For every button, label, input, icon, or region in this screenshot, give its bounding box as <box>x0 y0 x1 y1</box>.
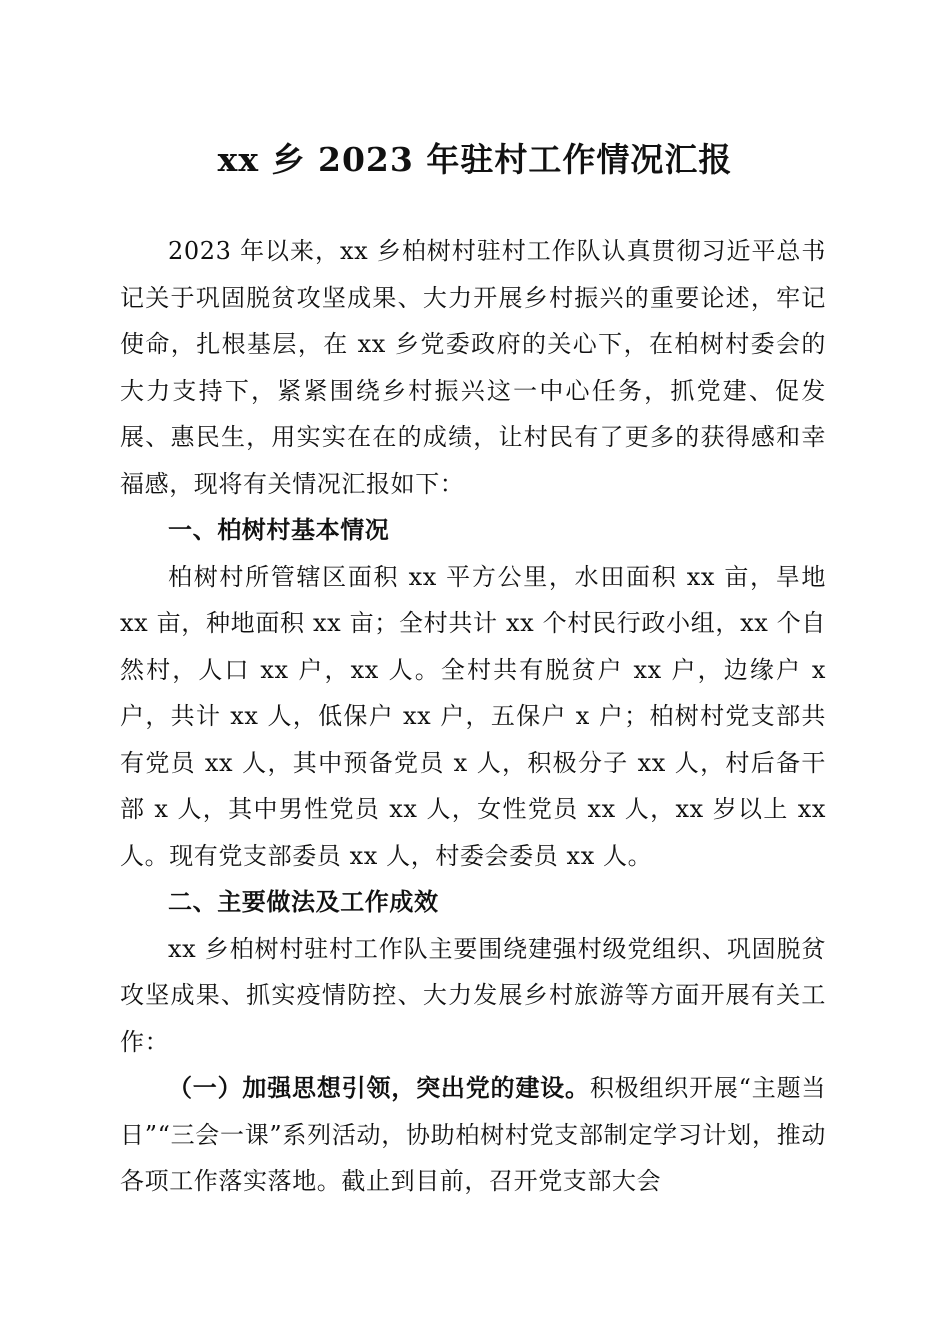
section-heading-measures: 二、主要做法及工作成效 <box>168 888 439 916</box>
subsection-text: 积极组织开展“主题当日”“三会一课”系列活动，协助柏树村党支部制定学习计划，推动各项工作落实落地。截止到目前，召开党支部大会 <box>120 1074 826 1195</box>
document-title: xx 乡 2023 年驻村工作情况汇报 <box>217 140 733 179</box>
basic-info-paragraph: 柏树村所管辖区面积 xx 平方公里，水田面积 xx 亩，旱地 xx 亩，种地面积 xx 亩；全村共计 xx 个村民行政小组，xx 个自然村，人口 xx 户，xx 人。全村共有脱贫户 xx 户，边缘户 x 户，共计 xx 人，低保户 xx 户，五保户 x 户；柏树村党支部共有党员 xx 人，其中预备党员 x 人，积极分子 xx 人，村后备干部 x 人，其中男性党员 xx 人，女性党员 xx 人，xx 岁以上 xx 人。现有党支部委员 xx 人，村委会委员 xx 人。 <box>120 562 826 870</box>
section-heading-basic-info: 一、柏树村基本情况 <box>168 516 390 544</box>
intro-paragraph: 2023 年以来，xx 乡柏树村驻村工作队认真贯彻习近平总书记关于巩固脱贫攻坚成果、大力开展乡村振兴的重要论述，牢记使命，扎根基层，在 xx 乡党委政府的关心下，在柏树村委会的大力支持下，紧紧围绕乡村振兴这一中心任务，抓党建、促发展、惠民生，用实实在在的成绩，让村民有了更多的获得感和幸福感，现将有关情况汇报如下： <box>120 237 826 498</box>
subsection-paragraph-party-building <box>120 1065 826 1205</box>
document-body <box>120 228 826 1205</box>
measures-paragraph: xx 乡柏树村驻村工作队主要围绕建强村级党组织、巩固脱贫攻坚成果、抓实疫情防控、大力发展乡村旅游等方面开展有关工作： <box>120 934 826 1056</box>
subsection-lead: （一）加强思想引领，突出党的建设。 <box>168 1073 590 1102</box>
